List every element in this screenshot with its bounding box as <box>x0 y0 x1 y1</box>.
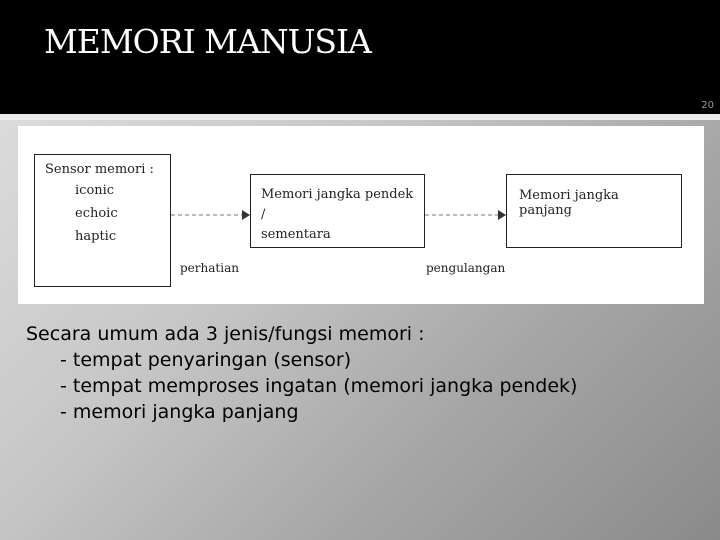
rehearsal-label: pengulangan <box>426 261 506 275</box>
sensor-item-echoic: echoic <box>75 206 118 221</box>
slide-content <box>0 114 720 540</box>
memory-diagram <box>18 126 704 304</box>
body-text <box>26 321 577 425</box>
sensor-item-haptic: haptic <box>75 229 117 244</box>
short-term-line1: Memori jangka pendek / <box>261 187 414 222</box>
short-term-memory-box <box>250 174 425 248</box>
short-term-line2: sementara <box>261 227 331 242</box>
sensor-memory-heading: Sensor memori : <box>45 162 154 177</box>
attention-label: perhatian <box>180 261 239 275</box>
arrow-sensor-to-short-head <box>242 210 250 220</box>
sensor-item-iconic: iconic <box>75 183 115 198</box>
long-term-memory-box <box>506 174 682 248</box>
slide-number: 20 <box>701 100 714 111</box>
body-item-sensor: - tempat penyaringan (sensor) <box>60 349 352 371</box>
slide-title: MEMORI MANUSIA <box>44 22 371 61</box>
slide-header <box>0 0 720 112</box>
long-term-label: Memori jangka panjang <box>519 188 619 218</box>
sensor-memory-box <box>34 154 171 287</box>
body-intro: Secara umum ada 3 jenis/fungsi memori : <box>26 323 425 345</box>
body-item-long-term: - memori jangka panjang <box>60 401 299 423</box>
body-item-short-term: - tempat memproses ingatan (memori jangka pendek) <box>60 375 578 397</box>
arrow-short-to-long-head <box>498 210 506 220</box>
